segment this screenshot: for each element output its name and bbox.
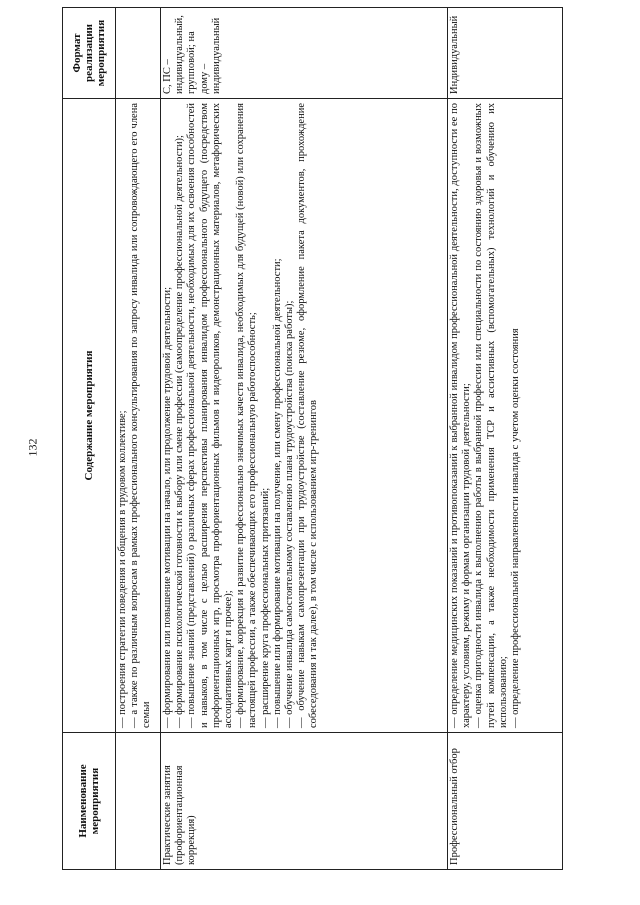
page-number: 132 xyxy=(25,438,40,457)
cell-name xyxy=(116,733,161,870)
cell-format: С, ПС – индивидуальный, групповой; на дому – индивидуальный xyxy=(161,8,448,99)
content-line: — повышение знаний (представлений) о различных сферах профессиональной деятельности, необходимых для их освоения способностей и навыков, в том числе с целью расширения перспективы планирования инвалидом профессионального будущего (посредством профориентационных игр, просмотра профориентационных фильмов и видеороликов, демонстрационных материалов, метафорических ассоциативных карт и прочее); xyxy=(186,103,235,728)
content-line: — определение профессиональной направленности инвалида с учетом оценки состояния xyxy=(510,328,522,728)
cell-name: Практические занятия (профориентационная коррекция) xyxy=(161,733,448,870)
table-row xyxy=(448,8,563,870)
content-line: — повышение или формирование мотивации на получение, или смену профессиональной деятельности; xyxy=(271,258,283,728)
header-format: Формат реализации мероприятия xyxy=(63,8,116,99)
header-name: Наименование мероприятия xyxy=(63,733,116,870)
table-row xyxy=(161,8,448,870)
content-line: — а также по различным вопросам в рамках профессионального консультирования по запросу инвалида или сопровождающего его члена семьи xyxy=(129,103,153,728)
cell-name: Профессиональный отбор xyxy=(448,733,563,870)
content-line: — обучение навыкам самопрезентации при трудоустройстве (составление резюме, оформление пакета документов, прохождение собеседования и так далее), в том числе с использованием игр-тренингов xyxy=(296,103,320,728)
cell-content xyxy=(116,99,161,733)
content-line: — построения стратегии поведения и общения в трудовом коллективе; xyxy=(117,410,128,728)
content-line: — расширение круга профессиональных притязаний; xyxy=(259,487,271,728)
content-line: — оценка пригодности инвалида к выполнению работы в выбранной профессии или специальности по состоянию здоровья и возможных путей компенсации, а также необходимости применения ТСР и ассистивных (вспомогательных) технологий и обучению их использованию; xyxy=(473,103,509,728)
cell-format xyxy=(116,8,161,99)
table-row xyxy=(116,8,161,870)
table-header-row xyxy=(63,8,116,870)
content-line: — формирование или повышение мотивации на начало, или продолжение трудовой деятельности; xyxy=(162,286,173,728)
header-content: Содержание мероприятия xyxy=(63,99,116,733)
content-line: — формирование психологической готовности к выбору или смене профессии (самоопределение профессиональной деятельности); xyxy=(174,135,186,728)
content-line: — формирование, коррекция и развитие профессионально значимых качеств инвалида, необходимых для будущей (новой) или сохранения настоящей профессии, а также обеспечивающих его профессиональную работоспособность; xyxy=(235,103,259,728)
measures-table xyxy=(62,7,563,870)
rotated-table-frame xyxy=(62,15,622,870)
cell-format: Индивидуальный xyxy=(448,8,563,99)
content-line: — обучение инвалида самостоятельному составлению плана трудоустройства (поиска работы); xyxy=(284,300,296,728)
cell-content xyxy=(161,99,448,733)
content-line: — определение медицинских показаний и противопоказаний к выбранной инвалидом профессиональной деятельности, доступности ее по характеру, условиям, режиму и формам организации трудовой деятельности; xyxy=(449,103,473,728)
cell-content xyxy=(448,99,563,733)
